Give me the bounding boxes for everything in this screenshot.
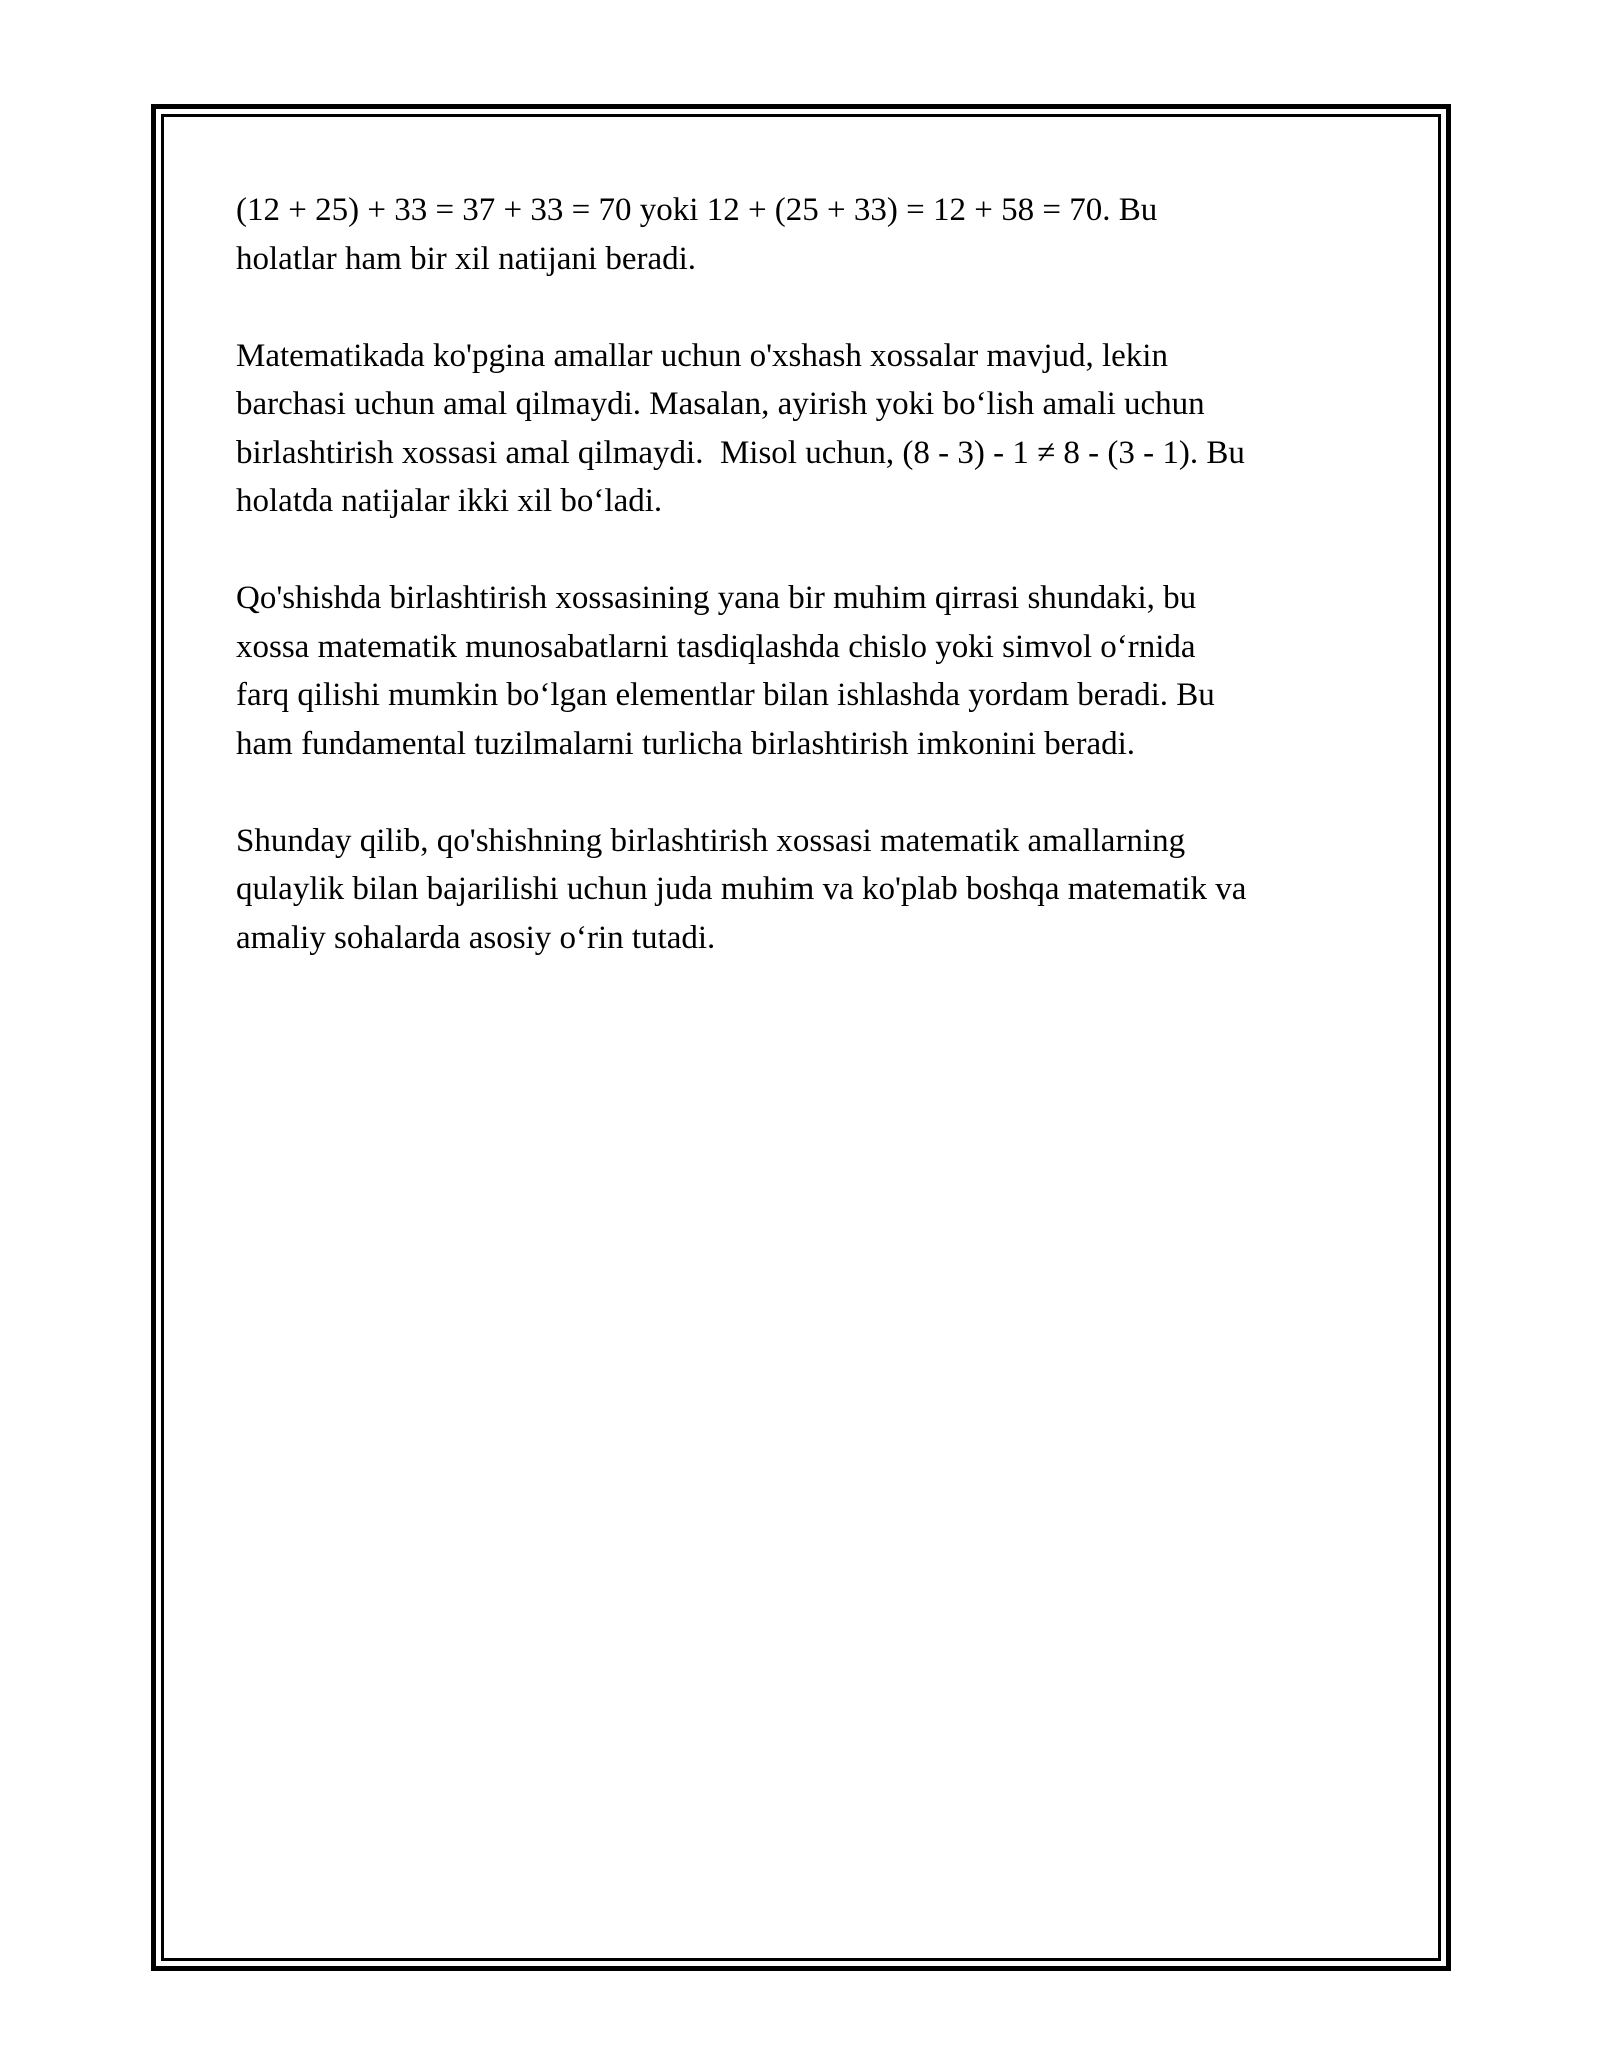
text-line: holatlar ham bir xil natijani beradi. xyxy=(236,240,697,277)
text-line: barchasi uchun amal qilmaydi. Masalan, ayirish yoki bo‘lish amali uchun xyxy=(236,386,1205,422)
paragraph-3 xyxy=(236,574,1376,768)
paragraph-1 xyxy=(236,186,1376,283)
paragraph-2 xyxy=(236,332,1376,526)
text-line: farq qilishi mumkin bo‘lgan elementlar bilan ishlashda yordam beradi. Bu xyxy=(236,677,1215,713)
text-line: Shunday qilib, qo'shishning birlashtirish xossasi matematik amallarning xyxy=(236,822,1186,859)
paragraph-4 xyxy=(236,817,1376,963)
text-line: qulaylik bilan bajarilishi uchun juda muhim va ko'plab boshqa matematik va xyxy=(236,871,1247,907)
text-line: amaliy sohalarda asosiy o‘rin tutadi. xyxy=(236,919,716,956)
text-line: xossa matematik munosabatlarni tasdiqlashda chislo yoki simvol o‘rnida xyxy=(236,628,1196,665)
text-line: ham fundamental tuzilmalarni turlicha birlashtirish imkonini beradi. xyxy=(236,725,1136,762)
document-body xyxy=(236,186,1376,1011)
text-line: (12 + 25) + 33 = 37 + 33 = 70 yoki 12 + (25 + 33) = 12 + 58 = 70. Bu xyxy=(236,192,1158,228)
text-line: birlashtirish xossasi amal qilmaydi. Misol uchun, (8 - 3) - 1 ≠ 8 - (3 - 1). Bu xyxy=(236,434,1245,471)
text-line: Qo'shishda birlashtirish xossasining yana bir muhim qirrasi shundaki, bu xyxy=(236,580,1197,616)
text-line: Matematikada ko'pgina amallar uchun o'xshash xossalar mavjud, lekin xyxy=(236,337,1168,374)
text-line: holatda natijalar ikki xil bo‘ladi. xyxy=(236,483,663,519)
